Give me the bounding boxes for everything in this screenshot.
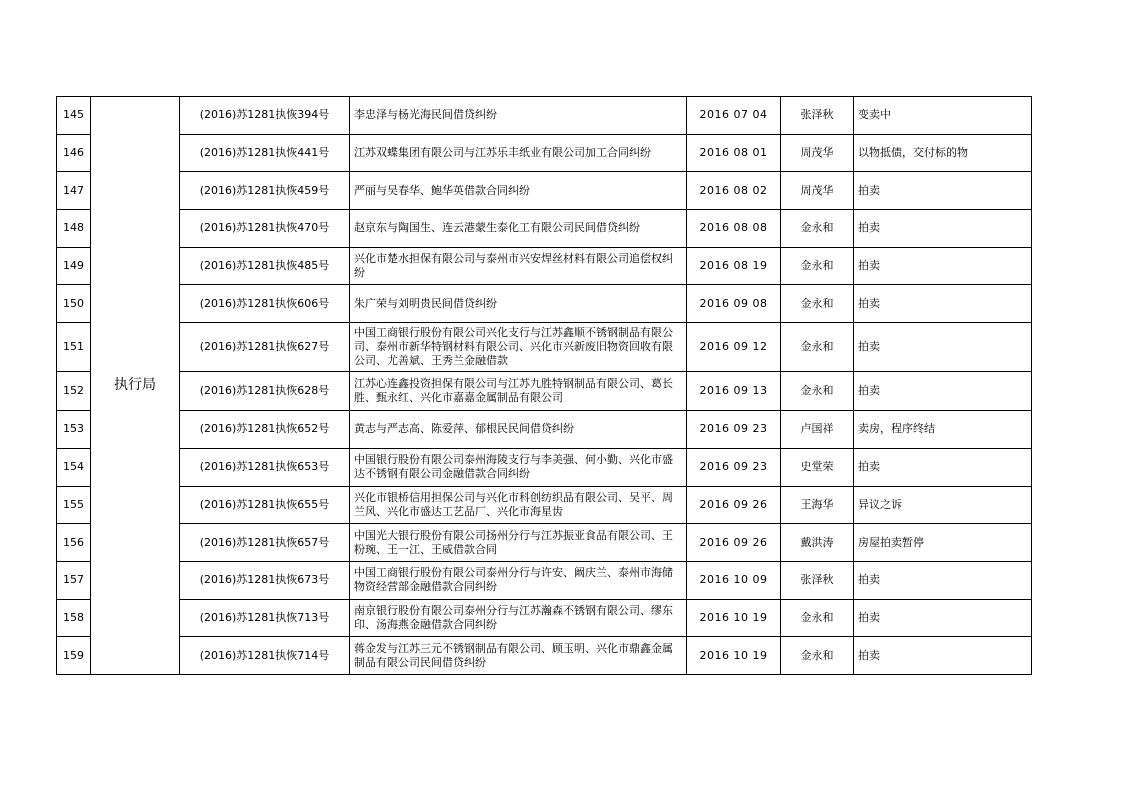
department-cell: 执行局 <box>91 97 180 675</box>
case-status: 拍卖 <box>854 448 1032 486</box>
filing-date: 2016 09 26 <box>687 486 781 524</box>
case-status: 拍卖 <box>854 210 1032 248</box>
case-description: 黄志与严志高、陈爱萍、郁根民民间借贷纠纷 <box>350 411 687 449</box>
case-description: 南京银行股份有限公司泰州分行与江苏瀚森不锈钢有限公司、缪东印、汤海燕金融借款合同纠纷 <box>350 599 687 637</box>
row-number: 149 <box>57 247 91 285</box>
case-number: (2016)苏1281执恢485号 <box>180 247 350 285</box>
judge-name: 戴洪涛 <box>781 524 854 562</box>
judge-name: 金永和 <box>781 247 854 285</box>
case-description: 兴化市银桥信用担保公司与兴化市科创纺织品有限公司、吴平、周兰风、兴化市盛达工艺品厂、兴化市海星齿 <box>350 486 687 524</box>
table-row <box>57 561 1032 599</box>
judge-name: 金永和 <box>781 637 854 675</box>
row-number: 155 <box>57 486 91 524</box>
filing-date: 2016 09 08 <box>687 285 781 323</box>
case-description: 严丽与吴春华、鲍华英借款合同纠纷 <box>350 172 687 210</box>
case-description: 中国银行股份有限公司泰州海陵支行与李美强、何小勤、兴化市盛达不锈钢有限公司金融借款合同纠纷 <box>350 448 687 486</box>
case-status: 异议之诉 <box>854 486 1032 524</box>
table-row <box>57 210 1032 248</box>
case-description: 中国工商银行股份有限公司兴化支行与江苏鑫顺不锈钢制品有限公司、泰州市新华特钢材料有限公司、兴化市兴新废旧物资回收有限公司、尤善斌、王秀兰金融借款 <box>350 323 687 372</box>
row-number: 146 <box>57 134 91 172</box>
case-number: (2016)苏1281执恢441号 <box>180 134 350 172</box>
case-description: 兴化市楚水担保有限公司与泰州市兴安焊丝材料有限公司追偿权纠纷 <box>350 247 687 285</box>
case-number: (2016)苏1281执恢714号 <box>180 637 350 675</box>
case-description: 赵京东与陶国生、连云港蒙生泰化工有限公司民间借贷纠纷 <box>350 210 687 248</box>
case-number: (2016)苏1281执恢655号 <box>180 486 350 524</box>
case-number: (2016)苏1281执恢394号 <box>180 97 350 135</box>
row-number: 150 <box>57 285 91 323</box>
case-status: 拍卖 <box>854 247 1032 285</box>
case-status: 拍卖 <box>854 637 1032 675</box>
filing-date: 2016 10 19 <box>687 599 781 637</box>
filing-date: 2016 08 01 <box>687 134 781 172</box>
table-row <box>57 524 1032 562</box>
row-number: 156 <box>57 524 91 562</box>
judge-name: 金永和 <box>781 599 854 637</box>
filing-date: 2016 10 09 <box>687 561 781 599</box>
table-row <box>57 97 1032 135</box>
table-row <box>57 372 1032 411</box>
filing-date: 2016 09 23 <box>687 411 781 449</box>
table-row <box>57 637 1032 675</box>
filing-date: 2016 08 02 <box>687 172 781 210</box>
case-description: 朱广荣与刘明贵民间借贷纠纷 <box>350 285 687 323</box>
row-number: 145 <box>57 97 91 135</box>
case-status: 拍卖 <box>854 323 1032 372</box>
row-number: 158 <box>57 599 91 637</box>
filing-date: 2016 09 13 <box>687 372 781 411</box>
table-row <box>57 599 1032 637</box>
table-row <box>57 134 1032 172</box>
judge-name: 周茂华 <box>781 134 854 172</box>
filing-date: 2016 09 23 <box>687 448 781 486</box>
case-status: 拍卖 <box>854 599 1032 637</box>
row-number: 159 <box>57 637 91 675</box>
judge-name: 卢国祥 <box>781 411 854 449</box>
case-table <box>56 96 1032 675</box>
judge-name: 金永和 <box>781 285 854 323</box>
table-row <box>57 285 1032 323</box>
case-number: (2016)苏1281执恢627号 <box>180 323 350 372</box>
judge-name: 史堂荣 <box>781 448 854 486</box>
row-number: 154 <box>57 448 91 486</box>
case-description: 江苏双蝶集团有限公司与江苏乐丰纸业有限公司加工合同纠纷 <box>350 134 687 172</box>
table-row <box>57 247 1032 285</box>
judge-name: 金永和 <box>781 323 854 372</box>
case-number: (2016)苏1281执恢628号 <box>180 372 350 411</box>
case-number: (2016)苏1281执恢470号 <box>180 210 350 248</box>
table-row <box>57 486 1032 524</box>
row-number: 152 <box>57 372 91 411</box>
case-number: (2016)苏1281执恢657号 <box>180 524 350 562</box>
filing-date: 2016 09 26 <box>687 524 781 562</box>
judge-name: 张泽秋 <box>781 97 854 135</box>
judge-name: 周茂华 <box>781 172 854 210</box>
judge-name: 张泽秋 <box>781 561 854 599</box>
case-number: (2016)苏1281执恢459号 <box>180 172 350 210</box>
row-number: 157 <box>57 561 91 599</box>
case-number: (2016)苏1281执恢653号 <box>180 448 350 486</box>
case-number: (2016)苏1281执恢606号 <box>180 285 350 323</box>
case-status: 变卖中 <box>854 97 1032 135</box>
case-status: 拍卖 <box>854 372 1032 411</box>
table-row <box>57 411 1032 449</box>
case-description: 中国工商银行股份有限公司泰州分行与许安、阚庆兰、泰州市海储物资经营部金融借款合同纠纷 <box>350 561 687 599</box>
row-number: 148 <box>57 210 91 248</box>
filing-date: 2016 07 04 <box>687 97 781 135</box>
case-description: 中国光大银行股份有限公司扬州分行与江苏振亚食品有限公司、王粉琬、王一江、王威借款合同 <box>350 524 687 562</box>
case-description: 蒋金发与江苏三元不锈钢制品有限公司、顾玉明、兴化市鼎鑫金属制品有限公司民间借贷纠纷 <box>350 637 687 675</box>
filing-date: 2016 09 12 <box>687 323 781 372</box>
judge-name: 金永和 <box>781 372 854 411</box>
filing-date: 2016 08 19 <box>687 247 781 285</box>
table-row <box>57 323 1032 372</box>
case-number: (2016)苏1281执恢713号 <box>180 599 350 637</box>
case-table-container <box>56 96 1032 675</box>
table-row <box>57 172 1032 210</box>
case-number: (2016)苏1281执恢652号 <box>180 411 350 449</box>
row-number: 153 <box>57 411 91 449</box>
case-status: 拍卖 <box>854 285 1032 323</box>
table-row <box>57 448 1032 486</box>
case-status: 以物抵债，交付标的物 <box>854 134 1032 172</box>
judge-name: 王海华 <box>781 486 854 524</box>
row-number: 147 <box>57 172 91 210</box>
case-status: 拍卖 <box>854 172 1032 210</box>
case-number: (2016)苏1281执恢673号 <box>180 561 350 599</box>
case-status: 房屋拍卖暂停 <box>854 524 1032 562</box>
case-status: 卖房，程序终结 <box>854 411 1032 449</box>
case-status: 拍卖 <box>854 561 1032 599</box>
filing-date: 2016 08 08 <box>687 210 781 248</box>
row-number: 151 <box>57 323 91 372</box>
judge-name: 金永和 <box>781 210 854 248</box>
case-description: 李忠泽与杨光海民间借贷纠纷 <box>350 97 687 135</box>
filing-date: 2016 10 19 <box>687 637 781 675</box>
case-description: 江苏心连鑫投资担保有限公司与江苏九胜特钢制品有限公司、葛长胜、甄永红、兴化市嘉嘉金属制品有限公司 <box>350 372 687 411</box>
